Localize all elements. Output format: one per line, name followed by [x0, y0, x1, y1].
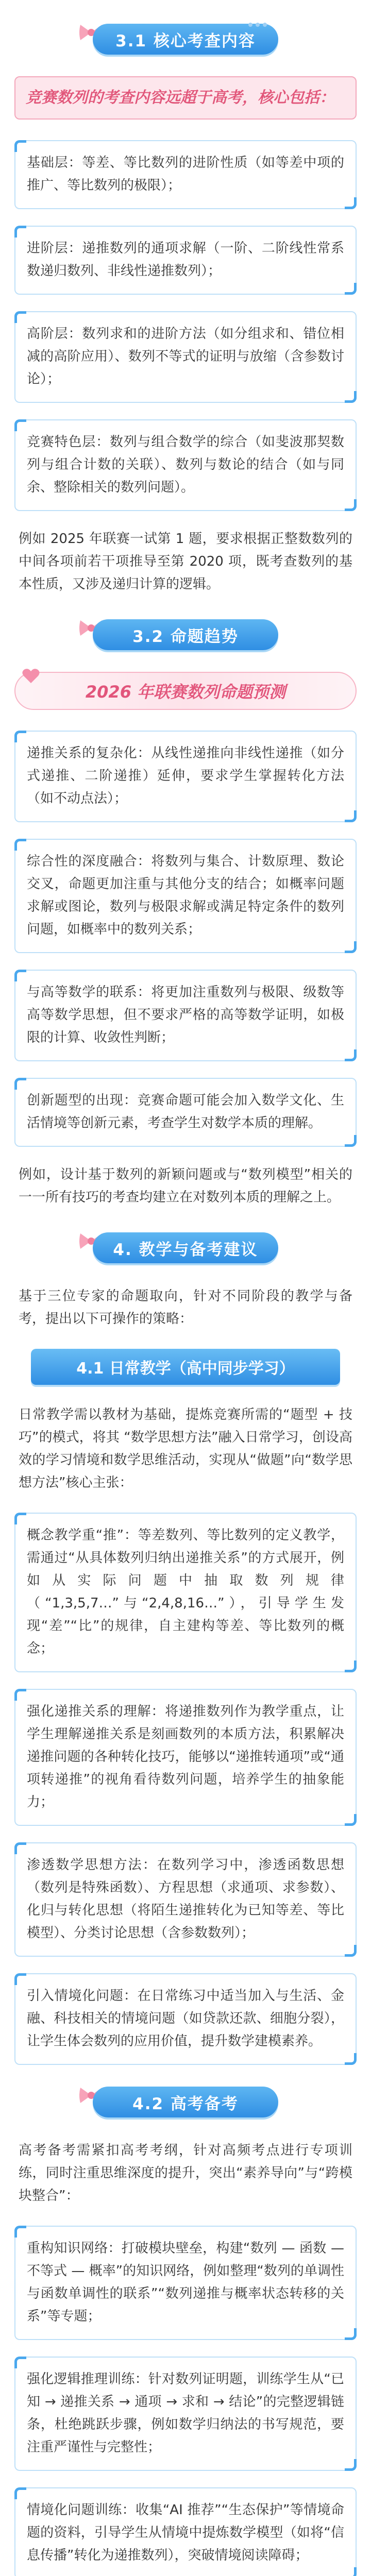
card-text: 与高等数学的联系：将更加注重数列与极限、级数等高等数学思想，但不要求严格的高等数学证明，如极限的计算、收敛性判断； — [27, 985, 344, 1045]
card-text: 基础层：等差、等比数列的进阶性质（如等差中项的推广、等比数列的极限）； — [27, 155, 344, 193]
content-card — [14, 1689, 357, 1826]
card-text: 竞赛特色层：数列与组合数学的综合（如斐波那契数列与组合计数的关联）、数列与数论的结合（如与同余、整除相关的数列问题）。 — [27, 434, 344, 495]
card-text: 重构知识网络：打破模块壁垒，构建“数列 — 函数 — 不等式 — 概率”的知识网络，例如整理“数列的单调性与函数单调性的联系”“数列递推与概率状态转移的关系”等专题； — [27, 2241, 344, 2324]
paragraph-text: 高考备考需紧扣高考考纲，针对高频考点进行专项训练，同时注重思维深度的提升，突出“素养导向”与“跨模块整合”： — [19, 2143, 352, 2204]
heart-icon — [21, 666, 41, 686]
banner-text: 竞赛数列的考查内容远超于高考，核心包括： — [26, 89, 335, 107]
subtitle-pill — [14, 672, 357, 710]
paragraph — [19, 1163, 352, 1209]
section-title: 4.2 高考备考 — [132, 2094, 239, 2113]
content-card — [14, 1078, 357, 1147]
content-card — [14, 1973, 357, 2065]
paragraph-text: 例如 2025 年联赛一试第 1 题，要求根据正整数数列的中间各项前若干项推导至第 2020 项，既考查数列的基本性质，又涉及递归计算的逻辑。 — [19, 531, 352, 592]
paragraph-text: 日常教学需以教材为基础，提炼竞赛所需的“题型 + 技巧”的模式，将其 “数学思想方法”融入日常学习，创设高效的学习情境和数学思维活动，实现从“做题”向“数学思想方法”核心主张： — [19, 1407, 352, 1490]
paragraph — [19, 1403, 352, 1494]
content-card — [14, 839, 357, 953]
card-text: 进阶层：递推数列的通项求解（一阶、二阶线性常系数递归数列、非线性递推数列）； — [27, 241, 344, 279]
card-text: 递推关系的复杂化：从线性递推向非线性递推（如分式递推、二阶递推）延伸，要求学生掌握转化方法（如不动点法）； — [27, 745, 344, 806]
paragraph — [19, 528, 352, 596]
content-card — [14, 140, 357, 209]
content-card — [14, 226, 357, 295]
section-title: 3.1 核心考查内容 — [115, 31, 256, 50]
card-text: 渗透数学思想方法：在数列学习中，渗透函数思想（数列是特殊函数）、方程思想（求通项、求参数）、化归与转化思想（将陌生递推转化为已知等差、等比模型）、分类讨论思想（含参数数列）； — [27, 1857, 344, 1941]
section-title: 3.2 命题趋势 — [132, 627, 239, 646]
paragraph-text: 例如，设计基于数列的新颖问题或与“数列模型”相关的一一所有技巧的考查均建立在对数列本质的理解之上。 — [19, 1167, 352, 1205]
section-title: 4. 教学与备考建议 — [113, 1240, 258, 1259]
section-header-3-1 — [0, 19, 371, 59]
card-text: 综合性的深度融合：将数列与集合、计数原理、数论交叉，命题更加注重与其他分支的结合；如概率问题求解或图论，数列与极限求解或满足特定条件的数列问题，如概率中的数列关系； — [27, 854, 344, 937]
card-text: 强化逻辑推理训练：针对数列证明题，训练学生从“已知 → 递推关系 → 通项 → 求和 → 结论”的完整逻辑链条，杜绝跳跃步骤，例如数学归纳法的书写规范，要注重严谨性与完整性； — [27, 2371, 344, 2455]
paragraph — [19, 2139, 352, 2207]
card-text: 创新题型的出现：竞赛命题可能会加入数学文化、生活情境等创新元素，考查学生对数学本质的理解。 — [27, 1093, 344, 1131]
card-text: 高阶层：数列求和的进阶方法（如分组求和、错位相减的高阶应用）、数列不等式的证明与放缩（含参数讨论）； — [27, 326, 344, 387]
content-card — [14, 731, 357, 822]
content-card — [14, 2487, 357, 2576]
paragraph-text: 基于三位专家的命题取向，针对不同阶段的教学与备考，提出以下可操作的策略： — [19, 1289, 352, 1327]
content-card — [14, 1842, 357, 1957]
subtitle-text: 2026 年联赛数列命题预测 — [85, 682, 286, 702]
card-text: 情境化问题训练：收集“AI 推荐”“生态保护”等情境命题的资料，引导学生从情境中提炼数学模型（如将“信息传播”转化为递推数列），突破情境阅读障碍； — [27, 2502, 344, 2563]
section-header-4-2 — [0, 2081, 371, 2122]
highlight-banner — [14, 76, 357, 120]
card-text: 强化递推关系的理解：将递推数列作为教学重点，让学生理解递推关系是刻画数列的本质方法，积累解决递推问题的各种转化技巧，能够以“递推转通项”或“通项转递推”的视角看待数列问题，培养学生的抽象能力； — [27, 1704, 344, 1810]
card-text: 概念教学重“推”：等差数列、等比数列的定义教学，需通过“从具体数列归纳出递推关系”的方式展开，例如从实际问题中抽取数列规律（“1,3,5,7…”与“2,4,8,16…”），引导学生发现“差”“比”的规律，自主建构等差、等比数列的概念； — [27, 1528, 344, 1656]
content-card — [14, 2226, 357, 2340]
card-text: 引入情境化问题：在日常练习中适当加入与生活、金融、科技相关的情境问题（如贷款还款、细胞分裂），让学生体会数列的应用价值，提升数学建模素养。 — [27, 1988, 344, 2049]
content-card — [14, 2357, 357, 2471]
section-header-3-2 — [0, 614, 371, 654]
content-card — [14, 1513, 357, 1672]
subsection-title-4-1 — [31, 1349, 340, 1385]
section-ribbon — [93, 619, 278, 650]
content-card — [14, 311, 357, 403]
subsection-title-text: 4.1 日常教学（高中同步学习） — [76, 1360, 295, 1378]
dots-decoration-icon — [247, 20, 268, 30]
content-card — [14, 419, 357, 511]
paragraph — [19, 1285, 352, 1330]
section-ribbon — [93, 2087, 278, 2117]
section-header-4 — [0, 1227, 371, 1267]
content-card — [14, 970, 357, 1061]
section-ribbon — [93, 1232, 278, 1263]
